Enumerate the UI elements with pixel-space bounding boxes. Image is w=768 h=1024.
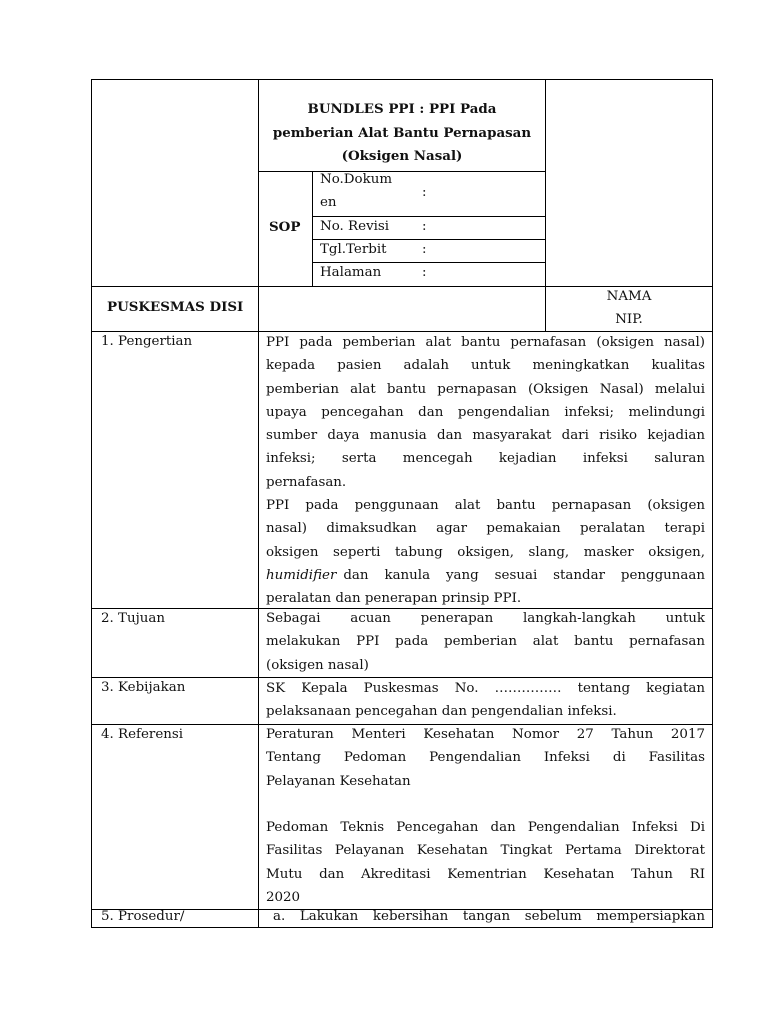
section-body-tujuan: Sebagai acuan penerapan langkah-langkah untuk melakukan PPI pada pemberian alat bantu pernafasan (oksigen nasal) [266, 611, 705, 673]
puskesmas-name: PUSKESMAS DISI [107, 299, 244, 315]
section-body-pengertian: PPI pada pemberian alat bantu pernafasan (oksigen nasal) kepada pasien adalah untuk meningkatkan kualitas pemberian alat bantu pernapasan (Oksigen Nasal) melalui upaya pencegahan dan pengendalian infeksi; melindungi sumber daya manusia dan masyarakat dari risiko kejadian infeksi; serta mencegah kejadian infeksi saluran pernafasan. PPI pada penggunaan alat bantu pernapasan (oksigen nasal) dimaksudkan agar pemakaian peralatan terapi oksigen seperti tabung oksigen, slang, masker oksigen, humidifier dan kanula yang sesuai standar penggunaan peralatan dan penerapan prinsip PPI. [266, 335, 705, 607]
signatory-name: NAMA [606, 289, 652, 304]
section-label-kebijakan: 3. Kebijakan [101, 680, 186, 695]
field-no-dokumen-label: No.Dokum en [320, 172, 393, 210]
field-no-revisi-colon: : [422, 219, 427, 234]
section-label-tujuan: 2. Tujuan [101, 611, 165, 626]
section-body-kebijakan: SK Kepala Puskesmas No. …………… tentang kegiatan pelaksanaan pencegahan dan pengendalian infeksi. [266, 681, 705, 720]
sop-label: SOP [269, 219, 301, 235]
field-tgl-terbit-colon: : [422, 242, 427, 257]
section-body-referensi: Peraturan Menteri Kesehatan Nomor 27 Tahun 2017 Tentang Pedoman Pengendalian Infeksi di Fasilitas Pelayanan Kesehatan Pedoman Teknis Pencegahan dan Pengendalian Infeksi Di Fasilitas Pelayanan Kesehatan Tingkat Pertama Direktorat Mutu dan Akreditasi Kementrian Kesehatan Tahun RI 2020 [266, 727, 705, 906]
field-tgl-terbit-label: Tgl.Terbit [320, 242, 387, 257]
section-label-prosedur: 5. Prosedur/ [101, 909, 185, 924]
field-halaman-label: Halaman [320, 265, 382, 280]
section-label-pengertian: 1. Pengertian [101, 334, 193, 349]
document-title: BUNDLES PPI : PPI Pada pemberian Alat Bantu Pernapasan (Oksigen Nasal) [272, 101, 532, 164]
signatory-nip: NIP. [615, 312, 643, 327]
field-no-revisi-label: No. Revisi [320, 219, 390, 234]
section-label-referensi: 4. Referensi [101, 727, 184, 742]
field-no-dokumen-colon: : [422, 185, 427, 200]
field-halaman-colon: : [422, 265, 427, 280]
section-body-prosedur: a. Lakukan kebersihan tangan sebelum mempersiapkan [273, 909, 705, 924]
italic-term: humidifier [266, 567, 337, 583]
